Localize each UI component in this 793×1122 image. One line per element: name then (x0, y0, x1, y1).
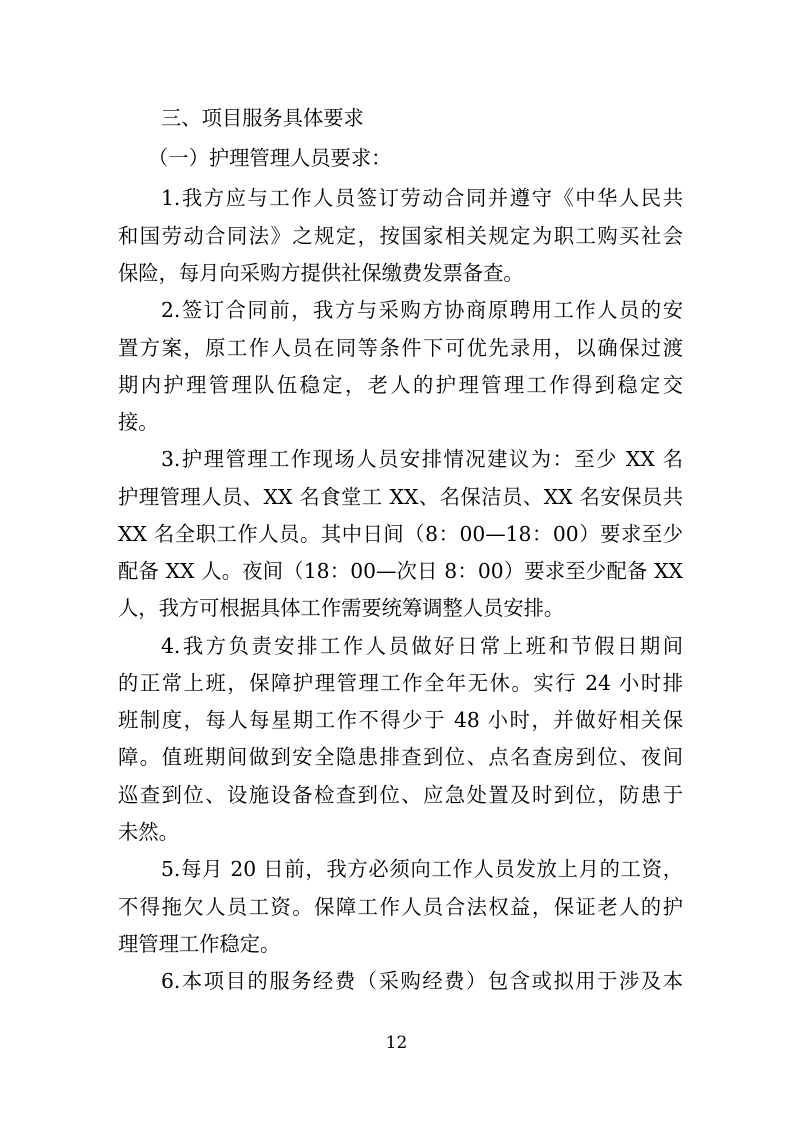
paragraph-line: 1.我方应与工作人员签订劳动合同并遵守《中华人民共 (161, 186, 683, 210)
paragraph-line: 的正常上班，保障护理管理工作全年无休。实行 24 小时排 (118, 671, 683, 695)
page-number: 12 (385, 1033, 408, 1053)
paragraph-line: 保险，每月向采购方提供社保缴费发票备查。 (118, 261, 524, 285)
paragraph-line: 理管理工作稳定。 (118, 932, 281, 956)
paragraph-line: 人，我方可根据具体工作需要统筹调整人员安排。 (118, 596, 565, 620)
paragraph-line: 巡查到位、设施设备检查到位、应急处置及时到位，防患于 (118, 783, 683, 807)
paragraph-line: XX 名全职工作人员。其中日间（8：00—18：00）要求至少 (118, 522, 683, 546)
paragraph-line: 3.护理管理工作现场人员安排情况建议为：至少 XX 名 (161, 447, 683, 471)
subsection-heading: （一）护理管理人员要求： (148, 146, 392, 170)
paragraph-line: 配备 XX 人。夜间（18：00—次日 8：00）要求至少配备 XX (118, 559, 683, 583)
paragraph-line: 接。 (118, 410, 159, 434)
paragraph-line: 和国劳动合同法》之规定，按国家相关规定为职工购买社会 (118, 224, 683, 248)
paragraph-line: 置方案，原工作人员在同等条件下可优先录用，以确保过渡 (118, 336, 683, 360)
paragraph-line: 4.我方负责安排工作人员做好日常上班和节假日期间 (161, 634, 683, 658)
paragraph-line: 2.签订合同前，我方与采购方协商原聘用工作人员的安 (161, 298, 683, 322)
paragraph-line: 班制度，每人每星期工作不得少于 48 小时，并做好相关保 (118, 708, 683, 732)
paragraph-line: 6.本项目的服务经费（采购经费）包含或拟用于涉及本 (161, 969, 683, 993)
paragraph-line: 未然。 (118, 820, 179, 844)
paragraph-line: 护理管理人员、XX 名食堂工 XX、名保洁员、XX 名安保员共 (118, 485, 683, 509)
section-heading: 三、项目服务具体要求 (161, 106, 364, 130)
paragraph-line: 障。值班期间做到安全隐患排查到位、点名查房到位、夜间 (118, 745, 683, 769)
paragraph-line: 不得拖欠人员工资。保障工作人员合法权益，保证老人的护 (118, 895, 683, 919)
paragraph-line: 期内护理管理队伍稳定，老人的护理管理工作得到稳定交 (118, 373, 683, 397)
paragraph-line: 5.每月 20 日前，我方必须向工作人员发放上月的工资， (161, 857, 683, 881)
